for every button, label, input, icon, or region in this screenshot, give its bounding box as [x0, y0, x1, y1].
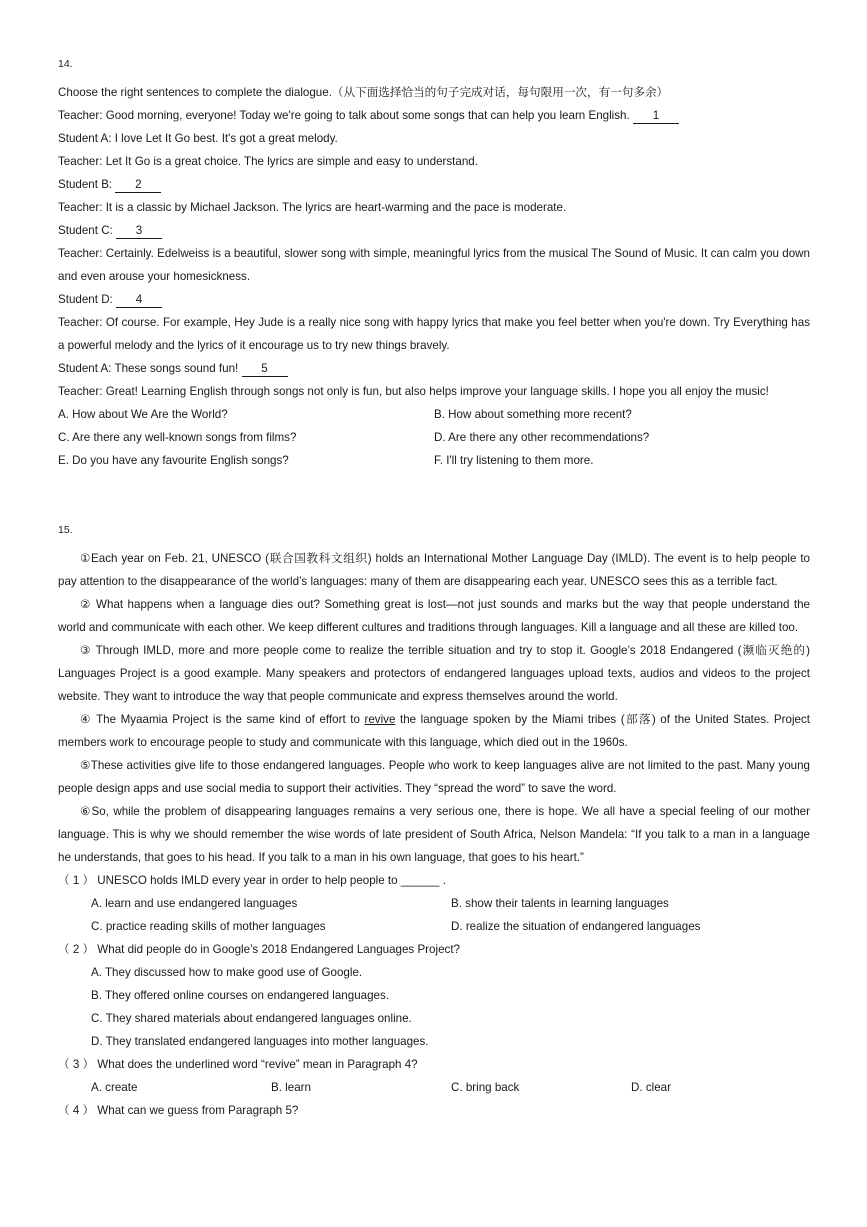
- sq1-option-b[interactable]: B. show their talents in learning languages: [451, 897, 669, 910]
- teacher-line-3: Teacher: It is a classic by Michael Jackson. The lyrics are heart-warming and the pace is moderate.: [58, 201, 567, 214]
- dialogue-line-student-b: [58, 173, 810, 196]
- option-e[interactable]: E. Do you have any favourite English songs?: [58, 454, 289, 467]
- student-c-label: Student C:: [58, 224, 113, 237]
- dialogue-line-student-c: [58, 219, 810, 242]
- sub-question-3: （ 3 ） What does the underlined word “revive” mean in Paragraph 4?: [58, 1058, 418, 1071]
- paragraph-4: [58, 708, 810, 754]
- blank-5[interactable]: 5: [242, 362, 288, 377]
- question-14-dialogue: [58, 81, 810, 472]
- blank-1[interactable]: 1: [633, 109, 679, 124]
- teacher-line-2: Teacher: Let It Go is a great choice. The lyrics are simple and easy to understand.: [58, 155, 478, 168]
- option-f[interactable]: F. I'll try listening to them more.: [434, 454, 594, 467]
- blank-2[interactable]: 2: [115, 178, 161, 193]
- paragraph-5: ⑤These activities give life to those endangered languages. People who work to keep languages alive are not limited to the past. Many young people design apps and use social media to support their activities. They “spread the word” to save the word.: [58, 759, 810, 795]
- option-a[interactable]: A. How about We Are the World?: [58, 408, 228, 421]
- sq1-option-d[interactable]: D. realize the situation of endangered languages: [451, 920, 701, 933]
- dialogue-line-student-a-2: [58, 357, 810, 380]
- instruction: Choose the right sentences to complete the dialogue.（从下面选择恰当的句子完成对话，每句限用一次，有一句多余）: [58, 86, 669, 99]
- paragraph-4-end: the language spoken by the Miami tribes (部落) of the United States. Project members work to encourage people to study and communicate with this language, which died out in the 1960s.: [58, 713, 810, 749]
- paragraph-2: ② What happens when a language dies out? Something great is lost—not just sounds and marks but the way that people understand the world and communicate with each other. We keep different cultures and traditions through languages. Kill a language and all these are killed too.: [58, 598, 810, 634]
- options-list: [58, 403, 810, 472]
- sq2-option-c[interactable]: C. They shared materials about endangered languages online.: [91, 1012, 412, 1025]
- teacher-line-5: Teacher: Of course. For example, Hey Jude is a really nice song with happy lyrics that make you feel better when you're down. Try Everything has a powerful melody and the lyrics of it encourage us to try new things bravely.: [58, 316, 810, 352]
- sq3-option-d[interactable]: D. clear: [631, 1081, 671, 1094]
- underlined-word-revive: revive: [364, 713, 396, 726]
- paragraph-3: ③ Through IMLD, more and more people come to realize the terrible situation and try to stop it. Google’s 2018 Endangered (濒临灭绝的) Languages Project is a good example. Many speakers and protectors of endangered languages upload texts, audios and videos to the project website. They want to introduce the way that people communicate and express themselves around the world.: [58, 644, 810, 703]
- teacher-line-6: Teacher: Great! Learning English through songs not only is fun, but also helps improve your language skills. I hope you all enjoy the music!: [58, 385, 769, 398]
- sub-question-4: （ 4 ） What can we guess from Paragraph 5?: [58, 1104, 299, 1117]
- blank-4[interactable]: 4: [116, 293, 162, 308]
- sq1-option-c[interactable]: C. practice reading skills of mother languages: [91, 920, 326, 933]
- sub-question-1: （ 1 ） UNESCO holds IMLD every year in order to help people to ______ .: [58, 874, 446, 887]
- student-a-line-2: Student A: These songs sound fun!: [58, 362, 239, 375]
- student-a-line-1: Student A: I love Let It Go best. It's got a great melody.: [58, 132, 338, 145]
- option-d[interactable]: D. Are there any other recommendations?: [434, 431, 650, 444]
- student-b-label: Student B:: [58, 178, 113, 191]
- paragraph-1: ①Each year on Feb. 21, UNESCO (联合国教科文组织) holds an International Mother Language Day (IMLD). The event is to help people to pay attention to the disappearance of the world’s languages: many of them are disappearing each year. UNESCO sees this as a terrible fact.: [58, 552, 810, 588]
- sub-question-3-options: [58, 1076, 810, 1099]
- sub-question-1-options: [58, 892, 810, 938]
- sq1-option-a[interactable]: A. learn and use endangered languages: [91, 897, 298, 910]
- paragraph-6: ⑥So, while the problem of disappearing languages remains a very serious one, there is hope. We all have a special feeling of our mother language. This is why we should remember the wise words of late president of South Africa, Nelson Mandela: “If you talk to a man in a language he understands, that goes to his head. If you talk to a man in his own language, that goes to his heart.”: [58, 805, 810, 864]
- option-b[interactable]: B. How about something more recent?: [434, 408, 632, 421]
- question-number-14: 14.: [58, 58, 73, 70]
- sq2-option-d[interactable]: D. They translated endangered languages into mother languages.: [91, 1035, 429, 1048]
- teacher-line-4: Teacher: Certainly. Edelweiss is a beautiful, slower song with simple, meaningful lyrics from the musical The Sound of Music. It can calm you down and even arouse your homesickness.: [58, 247, 810, 283]
- sq2-option-b[interactable]: B. They offered online courses on endangered languages.: [91, 989, 390, 1002]
- option-c[interactable]: C. Are there any well-known songs from films?: [58, 431, 297, 444]
- teacher-line-1: Teacher: Good morning, everyone! Today we're going to talk about some songs that can help you learn English.: [58, 109, 630, 122]
- dialogue-line-student-d: [58, 288, 810, 311]
- question-15-passage: [58, 547, 810, 1122]
- student-d-label: Student D:: [58, 293, 113, 306]
- question-number-15: 15.: [58, 524, 73, 536]
- sq3-option-a[interactable]: A. create: [91, 1081, 138, 1094]
- sub-question-2: （ 2 ） What did people do in Google’s 2018 Endangered Languages Project?: [58, 943, 460, 956]
- sq2-option-a[interactable]: A. They discussed how to make good use of Google.: [91, 966, 363, 979]
- sq3-option-b[interactable]: B. learn: [271, 1081, 311, 1094]
- sub-question-2-options: [58, 961, 810, 1053]
- sq3-option-c[interactable]: C. bring back: [451, 1081, 520, 1094]
- blank-3[interactable]: 3: [116, 224, 162, 239]
- dialogue-line-teacher-1: [58, 104, 810, 127]
- paragraph-4-start: ④ The Myaamia Project is the same kind of effort to: [80, 713, 365, 726]
